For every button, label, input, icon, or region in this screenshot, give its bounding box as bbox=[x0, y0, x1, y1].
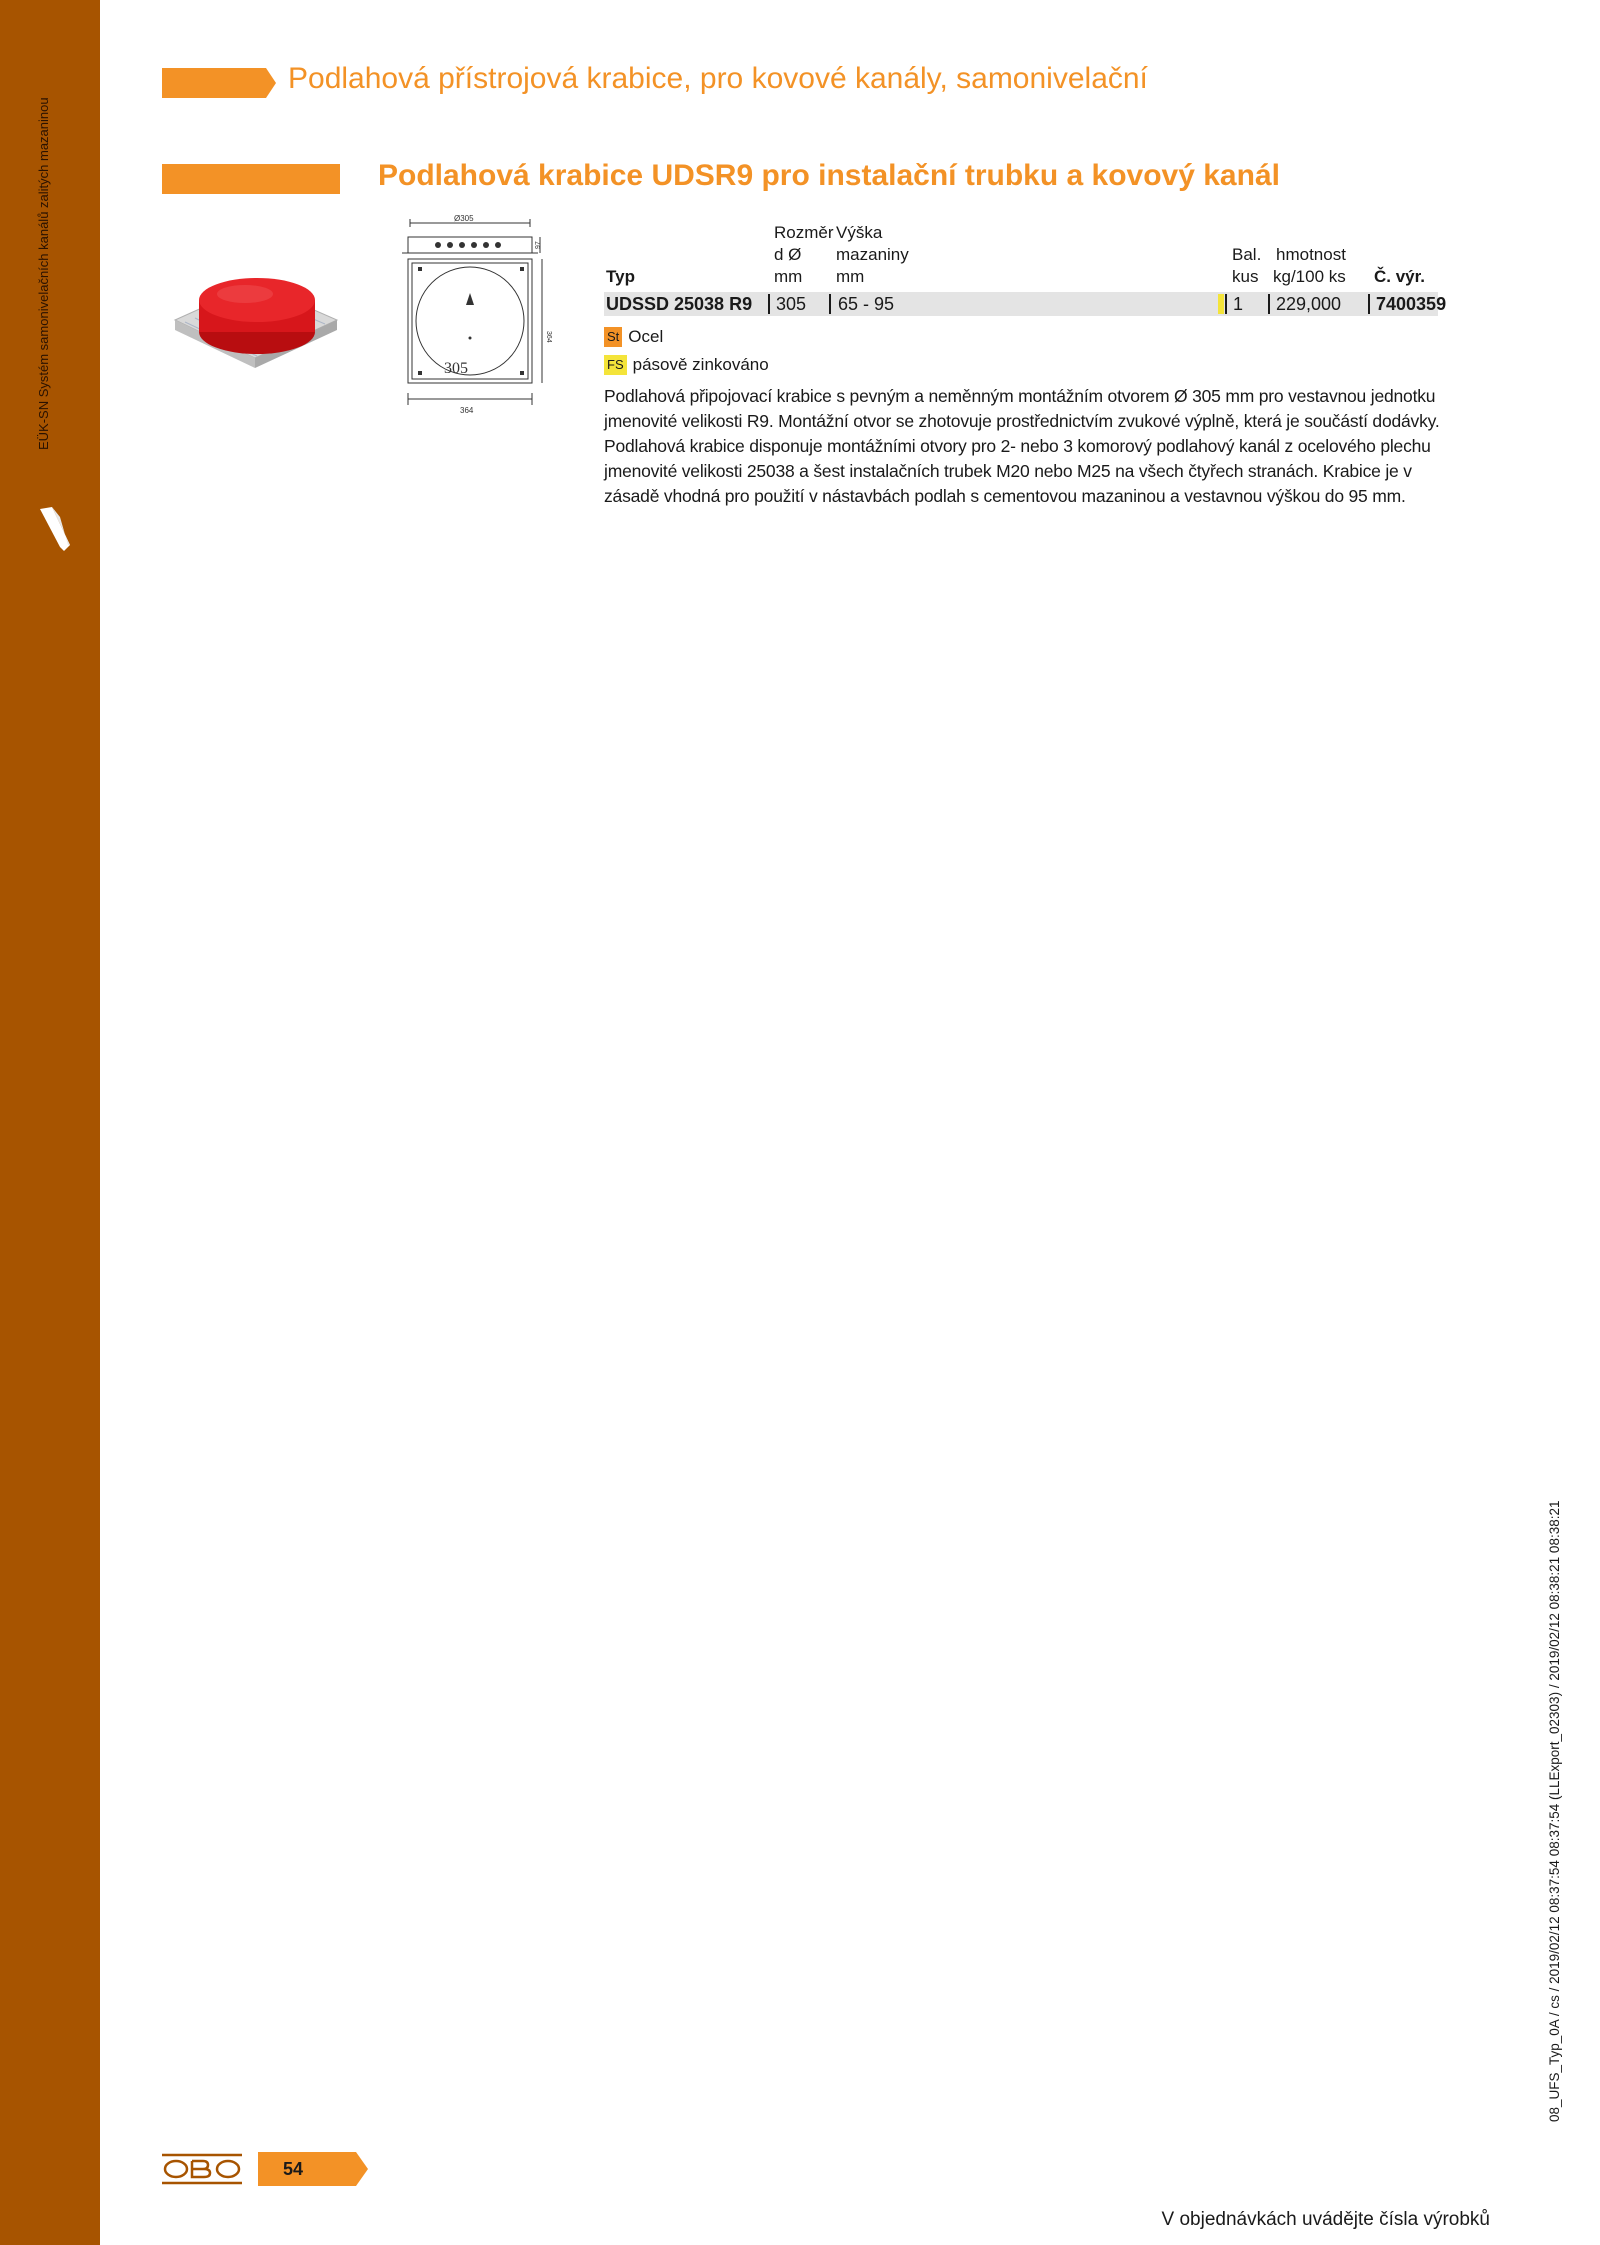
column-divider bbox=[1368, 294, 1370, 314]
col-rozmer-l2: d Ø bbox=[774, 245, 802, 264]
section-title: Podlahová krabice UDSR9 pro instalační trubku a kovový kanál bbox=[378, 159, 1280, 192]
column-divider bbox=[1268, 294, 1270, 314]
col-hmotnost-l2: kg/100 ks bbox=[1273, 267, 1346, 286]
export-stamp: 08_UFS_Typ_0A / cs / 2019/02/12 08:37:54 08:37:54 (LLExport_02303) / 2019/02/12 08:38:21 08:38:21 bbox=[1547, 1500, 1562, 2122]
col-hmotnost-l1: hmotnost bbox=[1276, 245, 1346, 264]
finish-line bbox=[604, 354, 769, 376]
technical-drawing bbox=[398, 213, 552, 415]
col-vyska-l1: Výška bbox=[836, 223, 883, 242]
drawing-top-dim: Ø305 bbox=[454, 214, 474, 223]
table-row bbox=[604, 292, 1447, 316]
product-description: Podlahová připojovací krabice s pevným a neměnným montážním otvorem Ø 305 mm pro vestavnou jednotku jmenovité velikosti R9. Montážní otvor se zhotovuje prostřednictvím zvukové výplně, která je součástí dodávky. Podlahová krabice disponuje montážními otvory pro 2- nebo 3 komorový podlahový kanál z ocelového plechu jmenovité velikosti 25038 a šest instalačních trubek M20 nebo M25 na všech čtyřech stranách. Krabice je v zásadě vhodná pro použití v nástavbách podlah s cementovou mazaninou a vestavnou výškou do 95 mm. bbox=[604, 386, 1440, 506]
highlight-mark bbox=[1218, 294, 1224, 314]
cell-rozmer: 305 bbox=[776, 294, 807, 314]
cell-typ: UDSSD 25038 R9 bbox=[606, 294, 753, 314]
header-tab-icon bbox=[162, 68, 276, 98]
drawing-side-dim: 97 bbox=[535, 241, 542, 249]
sidebar-section-label: EÜK-SN Systém samonivelačních kanálů zalitých mazaninou bbox=[36, 97, 51, 450]
footer-note: V objednávkách uvádějte čísla výrobků bbox=[1161, 2209, 1490, 2230]
page-number: 54 bbox=[282, 2159, 304, 2179]
finish-label: pásově zinkováno bbox=[632, 355, 769, 374]
col-vyska-l3: mm bbox=[836, 267, 865, 286]
col-vyska-l2: mazaniny bbox=[836, 245, 909, 264]
col-rozmer-l3: mm bbox=[774, 267, 803, 286]
cell-vyska: 65 - 95 bbox=[838, 294, 895, 314]
cell-cislo: 7400359 bbox=[1376, 294, 1447, 314]
obo-logo bbox=[160, 2152, 244, 2186]
col-cislo: Č. výr. bbox=[1374, 267, 1426, 286]
material-label: Ocel bbox=[628, 327, 664, 346]
sidebar-arrow-icon bbox=[38, 505, 72, 553]
column-divider bbox=[1225, 294, 1227, 314]
col-bal-l1: Bal. bbox=[1232, 245, 1262, 264]
cell-bal: 1 bbox=[1233, 294, 1244, 314]
material-badge: St bbox=[604, 327, 622, 347]
product-photo bbox=[165, 262, 345, 370]
column-divider bbox=[768, 294, 770, 314]
obo-logo-text: OBO bbox=[160, 2152, 163, 2153]
drawing-center-label: 305 bbox=[444, 360, 468, 377]
finish-badge: FS bbox=[604, 355, 627, 375]
page-title: Podlahová přístrojová krabice, pro kovové kanály, samonivelační bbox=[288, 62, 1148, 95]
col-bal-l2: kus bbox=[1232, 267, 1259, 286]
col-rozmer-l1: Rozměr bbox=[774, 223, 834, 242]
drawing-right-dim: 364 bbox=[545, 331, 552, 343]
col-typ: Typ bbox=[606, 267, 635, 286]
column-divider bbox=[829, 294, 831, 314]
material-line bbox=[604, 326, 663, 348]
drawing-bottom-dim: 364 bbox=[460, 406, 474, 415]
section-bar bbox=[162, 164, 340, 194]
cell-hmotnost: 229,000 bbox=[1276, 294, 1342, 314]
